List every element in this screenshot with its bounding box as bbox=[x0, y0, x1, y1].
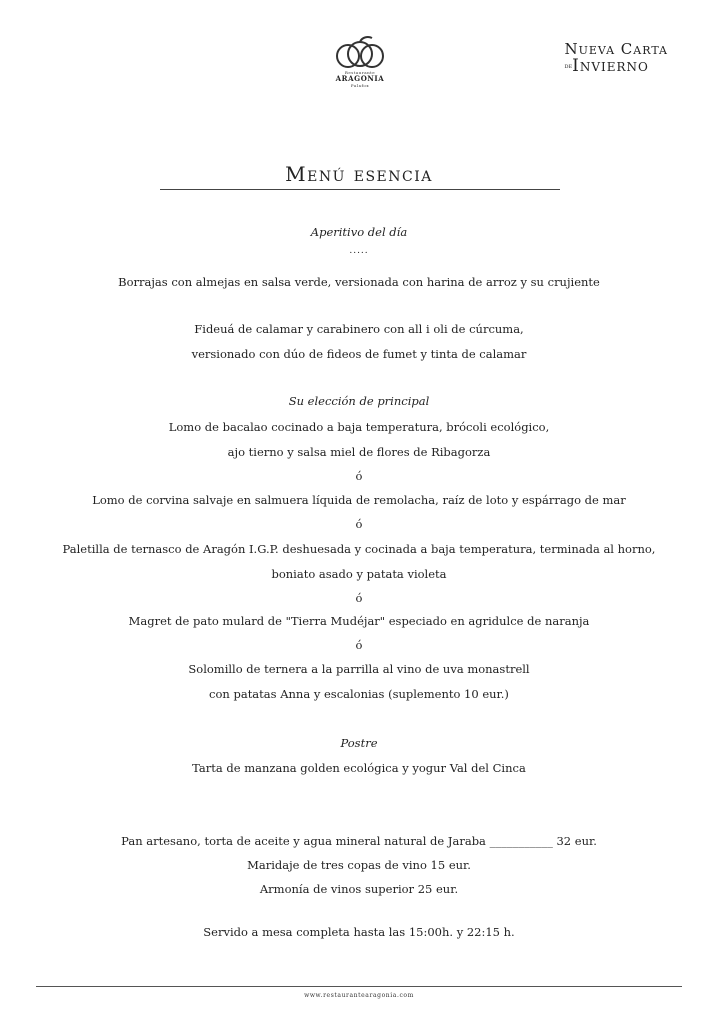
principal-heading: Su elección de principal bbox=[288, 394, 430, 408]
main-1-line-1: Lomo de bacalao cocinado a baja temperatura, brócoli ecológico, bbox=[168, 420, 550, 434]
or-separator: ó bbox=[355, 591, 363, 605]
logo-restaurante: Restaurante bbox=[344, 70, 376, 75]
or-separator: ó bbox=[355, 469, 363, 483]
maridaje-line: Maridaje de tres copas de vino 15 eur. bbox=[247, 858, 471, 872]
footer-website: www.restaurantearagonia.com bbox=[304, 992, 414, 999]
starter-1: Borrajas con almejas en salsa verde, versionada con harina de arroz y su crujiente bbox=[118, 275, 600, 289]
logo-aragonia: ARAGONIA bbox=[335, 74, 385, 83]
footer-divider bbox=[36, 986, 682, 987]
logo-palafox: Palafox bbox=[350, 83, 370, 88]
aperitivo-heading: Aperitivo del día bbox=[310, 225, 408, 239]
main-2: Lomo de corvina salvaje en salmuera líquida de remolacha, raíz de loto y espárrago de mar bbox=[92, 493, 626, 507]
main-5-line-1: Solomillo de ternera a la parrilla al vino de uva monastrell bbox=[188, 662, 530, 676]
header-line-1: Nueva Carta bbox=[564, 40, 668, 58]
starter-2-line-2: versionado con dúo de fideos de fumet y tinta de calamar bbox=[191, 347, 527, 361]
aperitivo-dots: ..... bbox=[349, 246, 369, 256]
main-4: Magret de pato mulard de "Tierra Mudéjar" especiado en agridulce de naranja bbox=[128, 614, 590, 628]
restaurant-logo bbox=[328, 36, 392, 96]
starter-2-line-1: Fideuá de calamar y carabinero con all i oli de cúrcuma, bbox=[194, 322, 524, 336]
header-line-2 bbox=[564, 58, 668, 75]
menu-title: Menú esencia bbox=[285, 162, 433, 186]
service-hours: Servido a mesa completa hasta las 15:00h. y 22:15 h. bbox=[203, 925, 515, 939]
or-separator: ó bbox=[355, 517, 363, 531]
main-1-line-2: ajo tierno y salsa miel de flores de Ribagorza bbox=[227, 445, 491, 459]
title-divider bbox=[160, 189, 560, 190]
apple-logo-icon bbox=[334, 36, 386, 70]
postre-heading: Postre bbox=[340, 736, 378, 750]
main-3-line-1: Paletilla de ternasco de Aragón I.G.P. deshuesada y cocinada a baja temperatura, terminada al horno, bbox=[62, 542, 656, 556]
dessert: Tarta de manzana golden ecológica y yogur Val del Cinca bbox=[192, 761, 526, 775]
price-line: Pan artesano, torta de aceite y agua mineral natural de Jaraba ___________ 32 eur. bbox=[121, 834, 597, 848]
header-de: de bbox=[564, 62, 573, 70]
armonia-line: Armonía de vinos superior 25 eur. bbox=[259, 882, 459, 896]
main-3-line-2: boniato asado y patata violeta bbox=[271, 567, 447, 581]
header-invierno: Invierno bbox=[572, 56, 649, 76]
main-5-line-2: con patatas Anna y escalonias (suplemento 10 eur.) bbox=[209, 687, 509, 701]
header-title bbox=[564, 40, 668, 75]
or-separator: ó bbox=[355, 638, 363, 652]
